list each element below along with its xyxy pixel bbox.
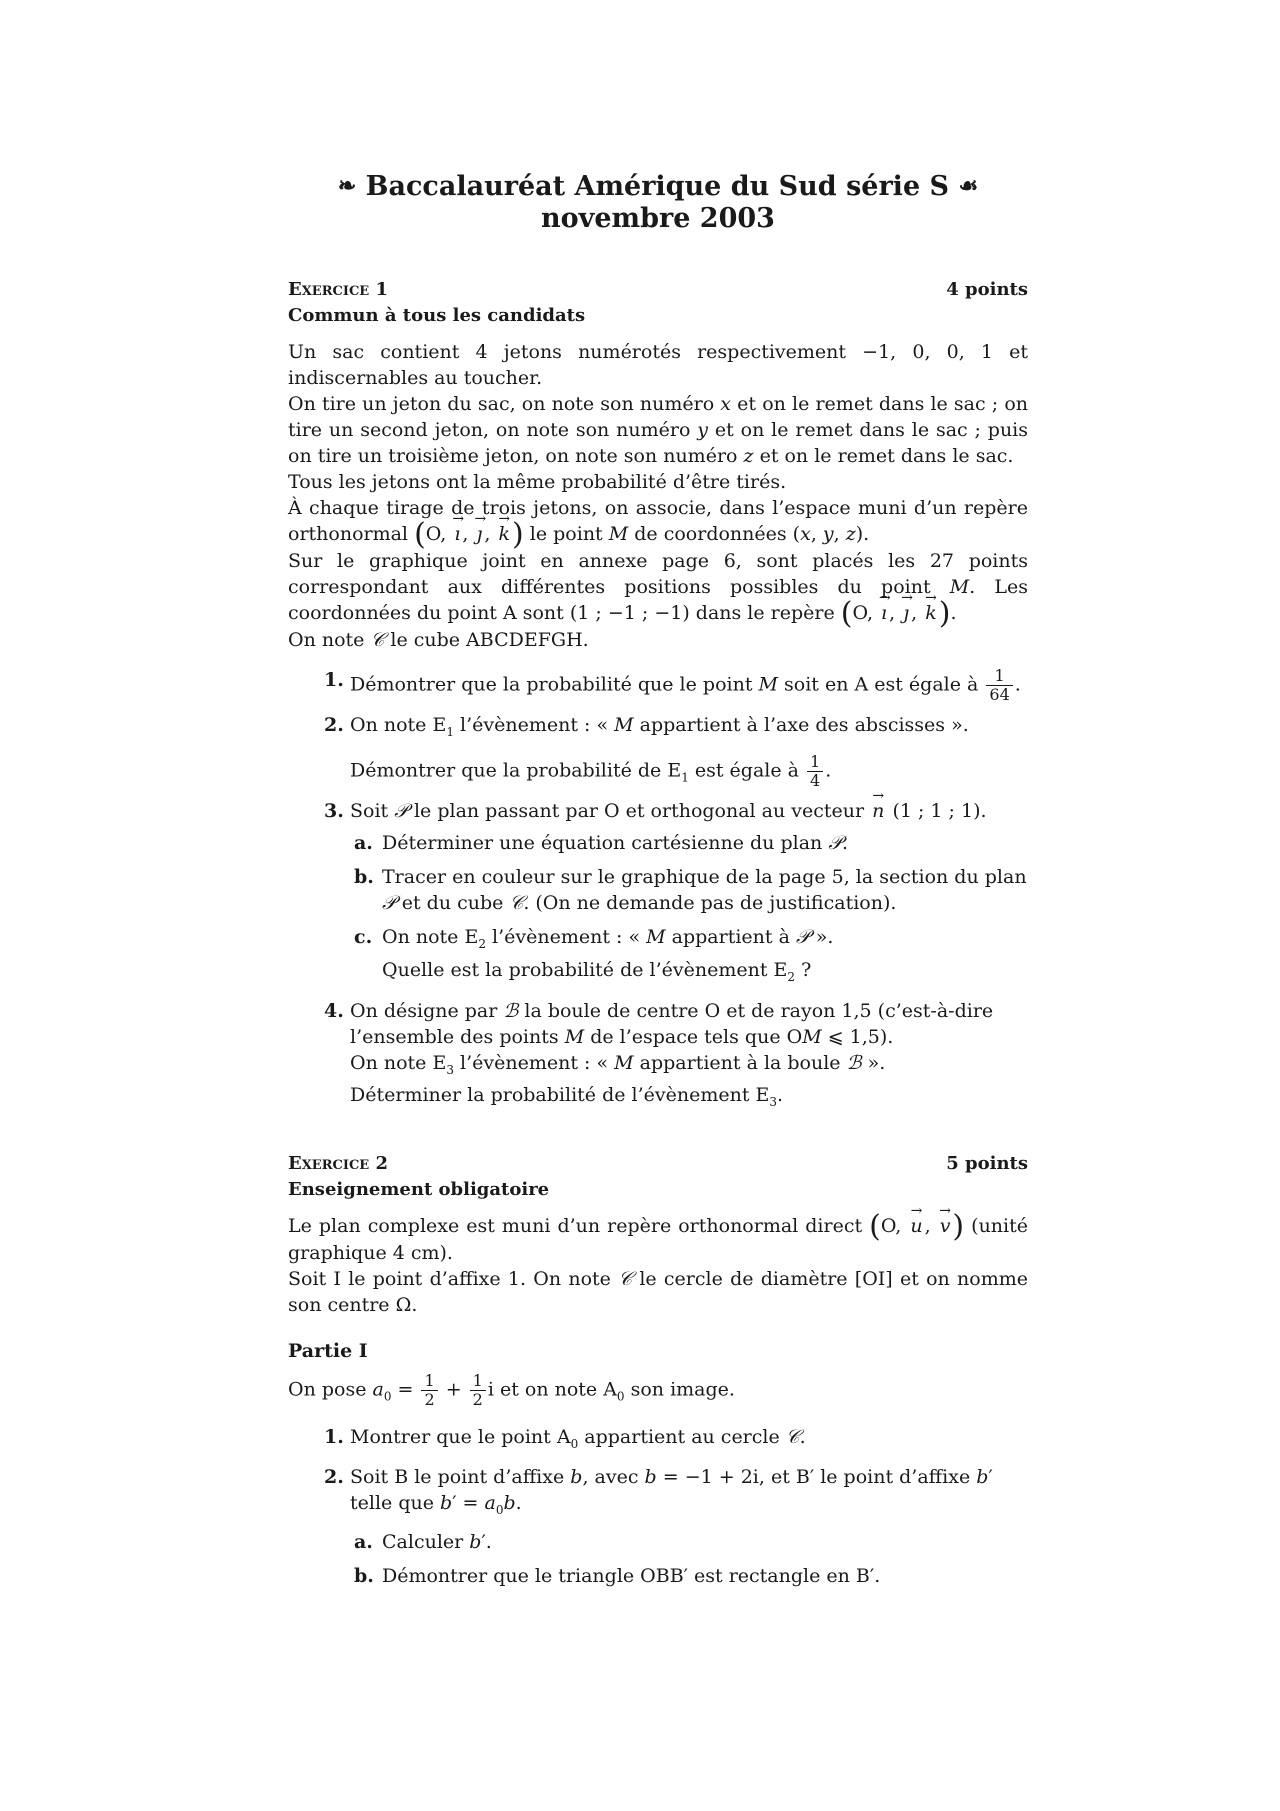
exercise-1 [288, 277, 1028, 1115]
ex2-question-2: 2. Soit B le point d’affixe b, avec b = −1 + 2i, et B′ le point d’affixe b′ telle que $b' = a_0b$. a. Calculer b′. b. Démontrer que le triangle OBB′ est rectangle en B′. [288, 1464, 1028, 1589]
ex1-paragraph-3: Tous les jetons ont la même probabilité d’être tirés. [288, 471, 787, 493]
ornament-right-icon: ☙ [958, 173, 979, 199]
exercise-2-title: Exercice 2 [288, 1153, 388, 1175]
exercise-1-header [288, 277, 1028, 303]
exercise-1-title: Exercice 1 [288, 279, 388, 300]
exercise-2-points: 5 points [946, 1153, 1028, 1175]
ex2-question-2a: a. Calculer b′. [354, 1531, 492, 1554]
ex2-paragraph-1: Le plan complexe est muni d’un repère orthonormal direct (O, → u , → v) (unité graphique 4 cm). [288, 1213, 1028, 1266]
ex1-question-1: 1. Démontrer que la probabilité que le point M soit en A est égale à $\frac{1}{64}$ . [324, 666, 1021, 704]
ex1-question-3: 3. Soit 𝒫 le plan passant par O et orthogonal au vecteur → n (1 ; 1 ; 1). a. Déterminer une équation cartésienne du plan 𝒫. b. Tracer en couleur sur le graphique de la page 5, la section du plan 𝒫 et du cube 𝒞. (On ne demande pas de justification). c. On note $E_2$ l’évènement : « M appartient à 𝒫 ». Quelle est la probabilité de l’évènement $E_2$ ? [288, 798, 1028, 990]
ex1-question-3c: c. On note $E_2$ l’évènement : « M appartient à 𝒫 ». Quelle est la probabilité de l’évènement $E_2$ ? [354, 926, 834, 984]
ex1-question-4: 4. On désigne par ℬ la boule de centre O et de rayon 1,5 (c’est-à-dire l’ensemble des points M de l’espace tels que OM ⩽ 1,5). On note $E_3$ l’évènement : « M appartient à la boule ℬ ». Déterminer la probabilité de l’évènement $E_3$. [324, 999, 994, 1110]
ex1-question-2: 2. On note $E_1$ l’évènement : « M appartient à l’axe des abscisses ». Démontrer que la probabilité de $E_1$ est égale à $\frac{1}{4}$ . [324, 714, 969, 790]
page-title [288, 170, 1028, 235]
exercise-1-subtitle: Commun à tous les candidats [288, 305, 586, 326]
title-line-2: novembre 2003 [541, 203, 775, 234]
ex2-questions [288, 1424, 1028, 1590]
ex2-question-1: 1. Montrer que le point $A_0$ appartient au cercle 𝒞. [324, 1425, 806, 1451]
ex2-paragraph-2: Soit I le point d’affixe 1. On note 𝒞 le cercle de diamètre [OI] et on nomme son centre Ω. [288, 1268, 1028, 1317]
ex1-question-3b: b. Tracer en couleur sur le graphique de la page 5, la section du plan 𝒫 et du cube 𝒞. (On ne demande pas de justification). [354, 866, 1027, 915]
ex2-question-2b: b. Démontrer que le triangle OBB′ est rectangle en B′. [354, 1565, 881, 1588]
ex1-paragraph-4: À chaque tirage de trois jetons, on associe, dans l’espace muni d’un repère orthonormal (O, → ı , → ȷ , → k) le point M de coordonnées (x, y, z). [288, 495, 1028, 548]
document-page [288, 170, 1028, 1597]
exercise-2-subtitle: Enseignement obligatoire [288, 1179, 550, 1201]
ornament-left-icon: ❧ [337, 173, 357, 199]
ex2-pose: On pose $a_0$ = $\frac{1}{2}$ + $\frac{1}{2}$ i et on note $A_0$ son image. [288, 1371, 735, 1410]
ex1-questions [288, 667, 1028, 1115]
title-line-1: Baccalauréat Amérique du Sud série S [365, 171, 950, 202]
ex2-part-1-heading: Partie I [288, 1340, 368, 1363]
ex1-paragraph-5: Sur le graphique joint en annexe page 6, sont placés les 27 points correspondant aux différentes positions possibles du point M. Les coordonnées du point A sont (1 ; −1 ; −1) dans le repère (O, → ı , → ȷ , → k). [288, 548, 1028, 627]
ex1-paragraph-1: Un sac contient 4 jetons numérotés respectivement −1, 0, 0, 1 et indiscernables au toucher. [288, 341, 1028, 389]
exercise-1-points: 4 points [946, 279, 1028, 300]
ex1-paragraph-6: On note 𝒞 le cube ABCDEFGH. [288, 629, 589, 651]
exercise-2-header [288, 1151, 1028, 1177]
ex1-question-3a: a. Déterminer une équation cartésienne du plan 𝒫. [354, 832, 849, 855]
ex1-paragraph-2: On tire un jeton du sac, on note son numéro x et on le remet dans le sac ; on tire un second jeton, on note son numéro y et on le remet dans le sac ; puis on tire un troisième jeton, on note son numéro z et on le remet dans le sac. [288, 393, 1029, 467]
exercise-2 [288, 1151, 1028, 1589]
